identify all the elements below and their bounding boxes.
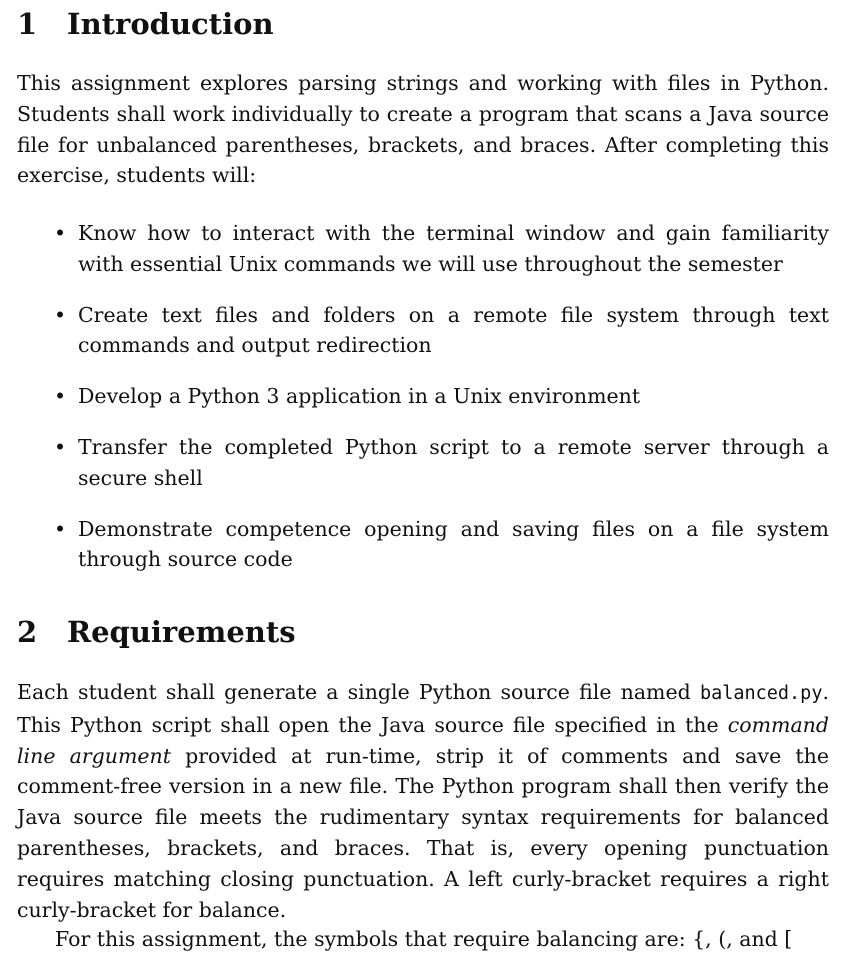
bullet-icon: • (54, 384, 67, 409)
objectives-list (17, 218, 829, 595)
section-heading-introduction (17, 7, 274, 41)
intro-paragraph: This assignment explores parsing strings and working with files in Python. Students shall work individually to create a program that scans a Java source file for unbalanced parentheses, brackets, and braces. After completing this exercise, students will: (17, 71, 829, 188)
symbols-paragraph: For this assignment, the symbols that require balancing are: {, (, and [ (55, 927, 793, 951)
list-item-text: Know how to interact with the terminal window and gain familiarity with essential Unix commands we will use throughout the semester (78, 221, 829, 276)
list-item-text: Create text files and folders on a remote file system through text commands and output redirection (78, 302, 829, 358)
bullet-icon: • (54, 434, 67, 459)
section-heading-requirements (17, 615, 296, 649)
section-title: Requirements (67, 615, 296, 649)
list-item (17, 432, 829, 494)
section-number: 1 (17, 7, 38, 41)
list-item-text: Transfer the completed Python script to a remote server through a secure shell (78, 434, 829, 490)
requirements-paragraph (17, 677, 829, 925)
list-item (17, 381, 829, 412)
bullet-icon: • (54, 221, 67, 245)
list-item (17, 514, 829, 576)
bullet-icon: • (54, 302, 67, 327)
list-item (17, 300, 829, 362)
list-item-text: Demonstrate competence opening and saving files on a file system through source code (78, 516, 829, 572)
requirements-text-part1: Each student shall generate a single Python source file named (17, 680, 700, 704)
section-number: 2 (17, 615, 38, 649)
bullet-icon: • (54, 516, 67, 541)
emphasis-text: command line argument (17, 712, 829, 768)
list-item (17, 218, 829, 280)
requirements-text-part2: . This Python script shall open the Java source file specified in the (17, 680, 829, 737)
section-title: Introduction (67, 7, 274, 41)
requirements-text-part3: provided at run-time, strip it of comments and save the comment-free version in a new file. The Python program shall then verify the Java source file meets the rudimentary syntax requirements for balanced parentheses, brackets, and braces. That is, every opening punctuation requires matching closing punctuation. A left curly-bracket requires a right curly-bracket for balance. (17, 743, 829, 922)
list-item-text: Develop a Python 3 application in a Unix environment (78, 384, 641, 409)
filename-code: balanced.py (699, 683, 823, 704)
